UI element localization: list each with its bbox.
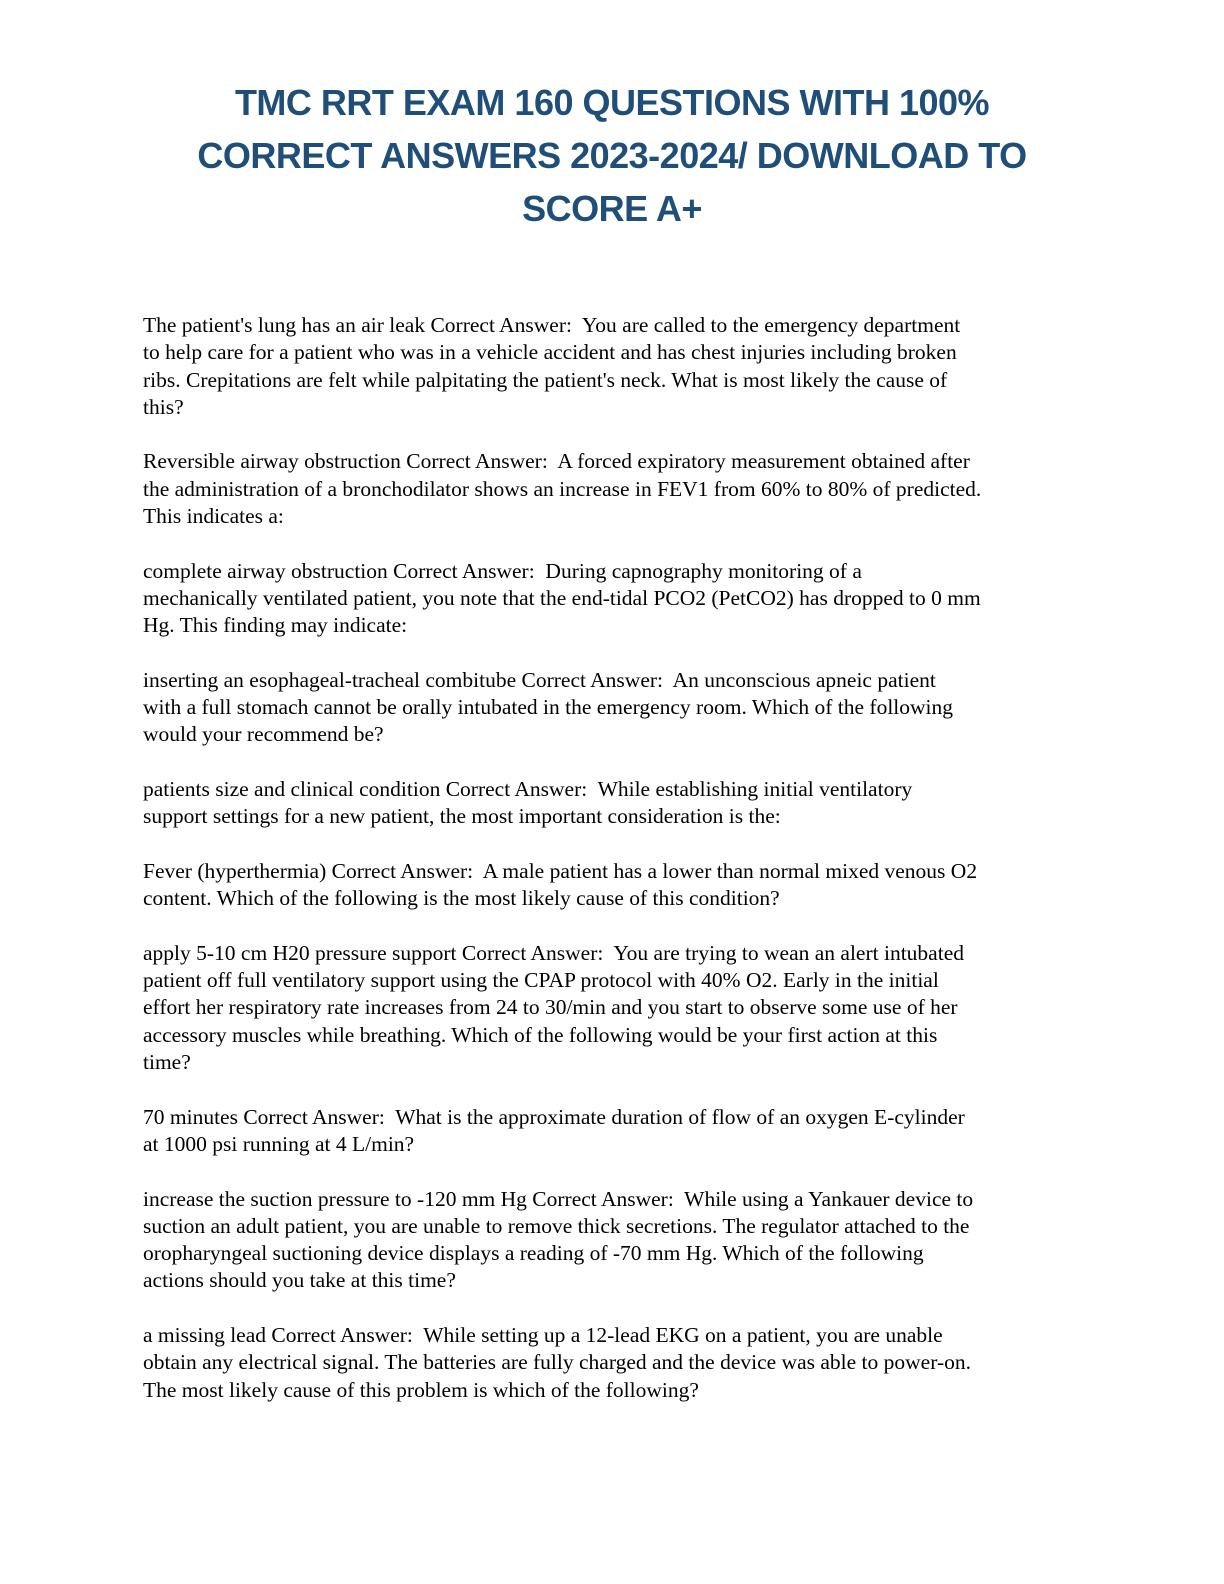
question-answer-item (143, 667, 1103, 749)
question-answer-item (143, 776, 1103, 831)
text-line: Fever (hyperthermia) Correct Answer: A male patient has a lower than normal mixed venous O2 (143, 858, 978, 883)
text-line: patient off full ventilatory support using the CPAP protocol with 40% O2. Early in the initial (143, 968, 939, 993)
question-answer-item (143, 558, 1103, 640)
text-line: The most likely cause of this problem is which of the following? (143, 1377, 699, 1402)
text-line: with a full stomach cannot be orally intubated in the emergency room. Which of the following (143, 695, 954, 720)
text-line: a missing lead Correct Answer: While setting up a 12-lead EKG on a patient, you are unable (143, 1322, 943, 1347)
text-line: oropharyngeal suctioning device displays a reading of -70 mm Hg. Which of the following (143, 1241, 924, 1266)
text-line: effort her respiratory rate increases from 24 to 30/min and you start to observe some use of her (143, 995, 958, 1020)
text-line: time? (143, 1050, 191, 1075)
text-line: ribs. Crepitations are felt while palpitating the patient's neck. What is most likely the cause of (143, 367, 948, 392)
text-line: Hg. This finding may indicate: (143, 613, 408, 638)
question-list (143, 312, 1103, 1431)
document-title (0, 76, 1224, 235)
title-line: CORRECT ANSWERS 2023-2024/ DOWNLOAD TO (197, 135, 1027, 176)
title-line: TMC RRT EXAM 160 QUESTIONS WITH 100% (234, 82, 990, 123)
text-line: mechanically ventilated patient, you note that the end-tidal PCO2 (PetCO2) has dropped to 0 mm (143, 585, 981, 610)
text-line: the administration of a bronchodilator shows an increase in FEV1 from 60% to 80% of predicted. (143, 476, 982, 501)
question-answer-item (143, 448, 1103, 530)
text-line: at 1000 psi running at 4 L/min? (143, 1131, 415, 1156)
text-line: content. Which of the following is the most likely cause of this condition? (143, 886, 780, 911)
question-answer-item (143, 1186, 1103, 1295)
text-line: support settings for a new patient, the most important consideration is the: (143, 804, 781, 829)
text-line: to help care for a patient who was in a vehicle accident and has chest injuries including broken (143, 340, 957, 365)
text-line: increase the suction pressure to -120 mm Hg Correct Answer: While using a Yankauer device to (143, 1186, 974, 1211)
text-line: suction an adult patient, you are unable to remove thick secretions. The regulator attached to the (143, 1213, 970, 1238)
question-answer-item (143, 940, 1103, 1076)
question-answer-item (143, 1322, 1103, 1404)
text-line: this? (143, 394, 184, 419)
question-answer-item (143, 312, 1103, 421)
text-line: Reversible airway obstruction Correct Answer: A forced expiratory measurement obtained after (143, 449, 970, 474)
question-answer-item (143, 1104, 1103, 1159)
text-line: actions should you take at this time? (143, 1268, 456, 1293)
text-line: obtain any electrical signal. The batteries are fully charged and the device was able to power-on. (143, 1350, 971, 1375)
text-line: apply 5-10 cm H20 pressure support Correct Answer: You are trying to wean an alert intubated (143, 940, 964, 965)
text-line: complete airway obstruction Correct Answer: During capnography monitoring of a (143, 558, 862, 583)
text-line: patients size and clinical condition Correct Answer: While establishing initial ventilatory (143, 777, 913, 802)
text-line: This indicates a: (143, 504, 284, 529)
text-line: inserting an esophageal-tracheal combitube Correct Answer: An unconscious apneic patient (143, 667, 936, 692)
text-line: would your recommend be? (143, 722, 384, 747)
text-line: accessory muscles while breathing. Which of the following would be your first action at this (143, 1022, 938, 1047)
title-line: SCORE A+ (522, 188, 702, 229)
text-line: The patient's lung has an air leak Correct Answer: You are called to the emergency department (143, 313, 961, 337)
text-line: 70 minutes Correct Answer: What is the approximate duration of flow of an oxygen E-cylinder (143, 1104, 965, 1129)
question-answer-item (143, 858, 1103, 913)
